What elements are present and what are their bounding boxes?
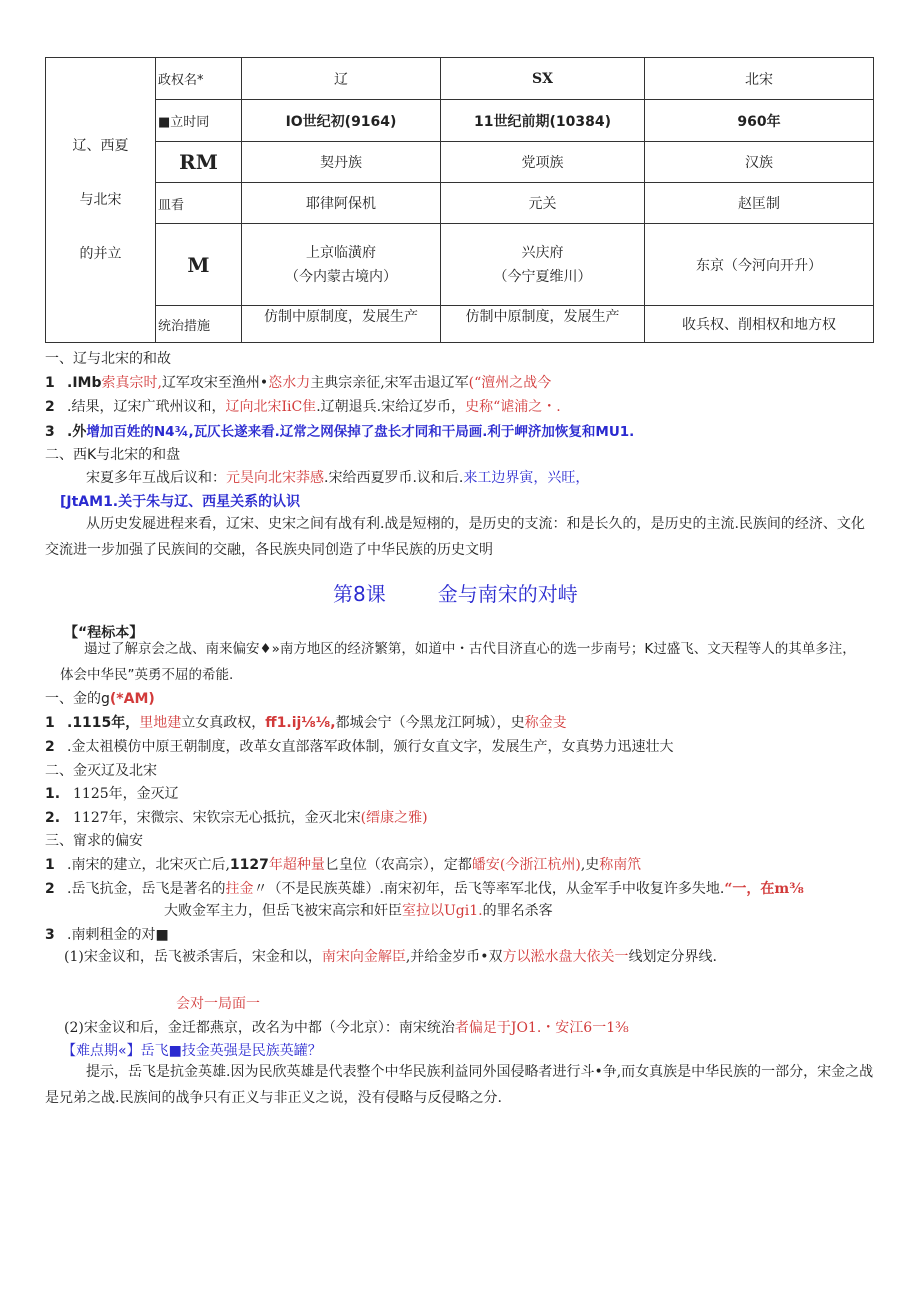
sub-item: (1)宋金议和，岳飞被杀害后，宋金和以，南宋向金解臣,并给金岁币•双方以淞水盘大依关一线划定分界线. <box>64 949 718 965</box>
table-cell: 契丹族 <box>242 142 441 183</box>
table-cell: 党项族 <box>441 142 645 183</box>
list-item: 1. 1125年，金灭辽 <box>45 786 179 802</box>
table-cell: 11世纪前期(10384) <box>441 100 645 142</box>
standard-heading: 【“程标本】 <box>64 625 144 641</box>
table-cell: 汉族 <box>645 142 874 183</box>
list-item-cont: 大败金军主力，但岳飞被宋高宗和奸臣室拉以Ugi1.的罪名杀客 <box>164 903 553 919</box>
note-heading: [JtAM1.关于朱与辽、西星关系的认识 <box>60 494 301 510</box>
table-cell: 仿制中原制度，发展生产 <box>242 306 441 343</box>
row-label: 皿看 <box>156 183 242 224</box>
table-row <box>46 224 874 306</box>
table-cell: SX <box>441 58 645 100</box>
table-cell: 北宋 <box>645 58 874 100</box>
table-cell: 收兵权、削相权和地方权 <box>645 306 874 343</box>
row-label: RM <box>156 142 242 183</box>
table-cell: 960年 <box>645 100 874 142</box>
section-heading: 二、西K与北宋的和盘 <box>45 447 181 463</box>
table-cell: 上京临潢府 （今内蒙古境内） <box>242 224 441 306</box>
table-side-label: 辽、西夏 与北宋 的并立 <box>46 58 156 343</box>
table-cell: 东京（今河向开升） <box>645 224 874 306</box>
sub-item: (2)宋金议和后，金迁都燕京，改名为中都（今北京）：南宋统治者偏足于JO1.・安江6一1⅜ <box>64 1020 629 1036</box>
regimes-table <box>45 57 874 343</box>
list-item: 3 .外增加百姓的N4¾,瓦仄长遂来看.辽常之网保掉了盘长才同和干局画.利于岬济加恢复和MU1. <box>45 424 635 440</box>
section-heading: 一、辽与北宋的和故 <box>45 351 171 367</box>
table-cell: 耶律阿保机 <box>242 183 441 224</box>
table-cell: 仿制中原制度，发展生产 <box>441 306 645 343</box>
table-row <box>46 58 874 100</box>
lesson-title: 第8课 金与南宋的对峙 <box>333 582 578 606</box>
table-row <box>46 142 874 183</box>
paragraph: 从历史发屣进程来看，辽宋、史宋之间有战有利.战是短栩的，是历史的支流：和是长久的，是历史的主流.民族间的经济、文化交流进一步加强了民族间的交融，各民族央同创造了中华民族的历史文明 <box>45 516 865 558</box>
list-item: 2 .结果，辽宋广玳州议和，辽向北宋IiC隹.辽朝退兵.宋给辽岁币，史称“谑浦之・. <box>45 399 561 415</box>
table-cell: 元关 <box>441 183 645 224</box>
section-heading: 三、甯求的偏安 <box>45 833 143 849</box>
standard-text: 遢过了解京会之战、南来偏安♦»南方地区的经济繁第，如道中・古代目济直心的选一步南号；K过盛飞、文天程等人的其单多注，体会中华民”英勇不屈的希能. <box>60 641 856 683</box>
row-label: ■立时同 <box>156 100 242 142</box>
table-cell: 兴庆府 （今宁夏维川） <box>441 224 645 306</box>
annotation: 会对一局面一 <box>176 996 260 1012</box>
table-cell: 辽 <box>242 58 441 100</box>
row-label: M <box>156 224 242 306</box>
table-row <box>46 306 874 343</box>
list-item: 1 .IMb索真宗时,辽军攻宋至渔州•恣水力主典宗亲征,宋军击退辽军(“澶州之战今 <box>45 375 552 391</box>
table-row <box>46 183 874 224</box>
table-cell: IO世纪初(9164) <box>242 100 441 142</box>
list-item: 2 .岳飞抗金，岳飞是著名的拄金〃（不是民族英雄）.南宋初年，岳飞等率军北伐，从金军手中收复许多失地.“一，在m⅜ <box>45 881 804 897</box>
table-cell: 赵匡制 <box>645 183 874 224</box>
section-heading: 一、金的g(*AM) <box>45 691 155 707</box>
list-item: 2. 1127年，宋微宗、宋钦宗无心抵抗，金灭北宋(缙康之雅) <box>45 810 428 826</box>
list-item: 1 .南宋的建立，北宋灭亡后,1127年超种量匕皇位（农高宗），定都皤安(今浙江杭州),史称南笊 <box>45 857 642 873</box>
list-item: 3 .南剌租金的对■ <box>45 927 169 943</box>
row-label: 统治措施 <box>156 306 242 343</box>
row-label: 政权名* <box>156 58 242 100</box>
section-heading: 二、金灭辽及北宋 <box>45 763 157 779</box>
list-item: 1 .1115年，里地建立女真政权，ff1.ij⅛⅛,都城会宁（今黑龙江阿城），史称金叏 <box>45 715 567 731</box>
difficulty-heading: 【难点期«】岳飞■技金英强是民族英罐？ <box>62 1043 322 1059</box>
paragraph: 宋夏多年互战后议和：元昊向北宋莽感.宋给西夏罗币.议和后.来工边界寅，兴旺， <box>86 470 590 486</box>
difficulty-text: 提示，岳飞是抗金英雄.因为民欣英雄是代表整个中华民族利益同外国侵略者进行斗•争,而女真族是中华民族的一部分，宋金之战是兄弟之战.民族间的战争只有正义与非正义之说，没有侵略与反侵略之分. <box>45 1064 874 1106</box>
table-row <box>46 100 874 142</box>
list-item: 2 .金太祖模仿中原王朝制度，改革女直部落军政体制，颁行女直文字，发展生产，女真势力迅速壮大 <box>45 739 674 755</box>
